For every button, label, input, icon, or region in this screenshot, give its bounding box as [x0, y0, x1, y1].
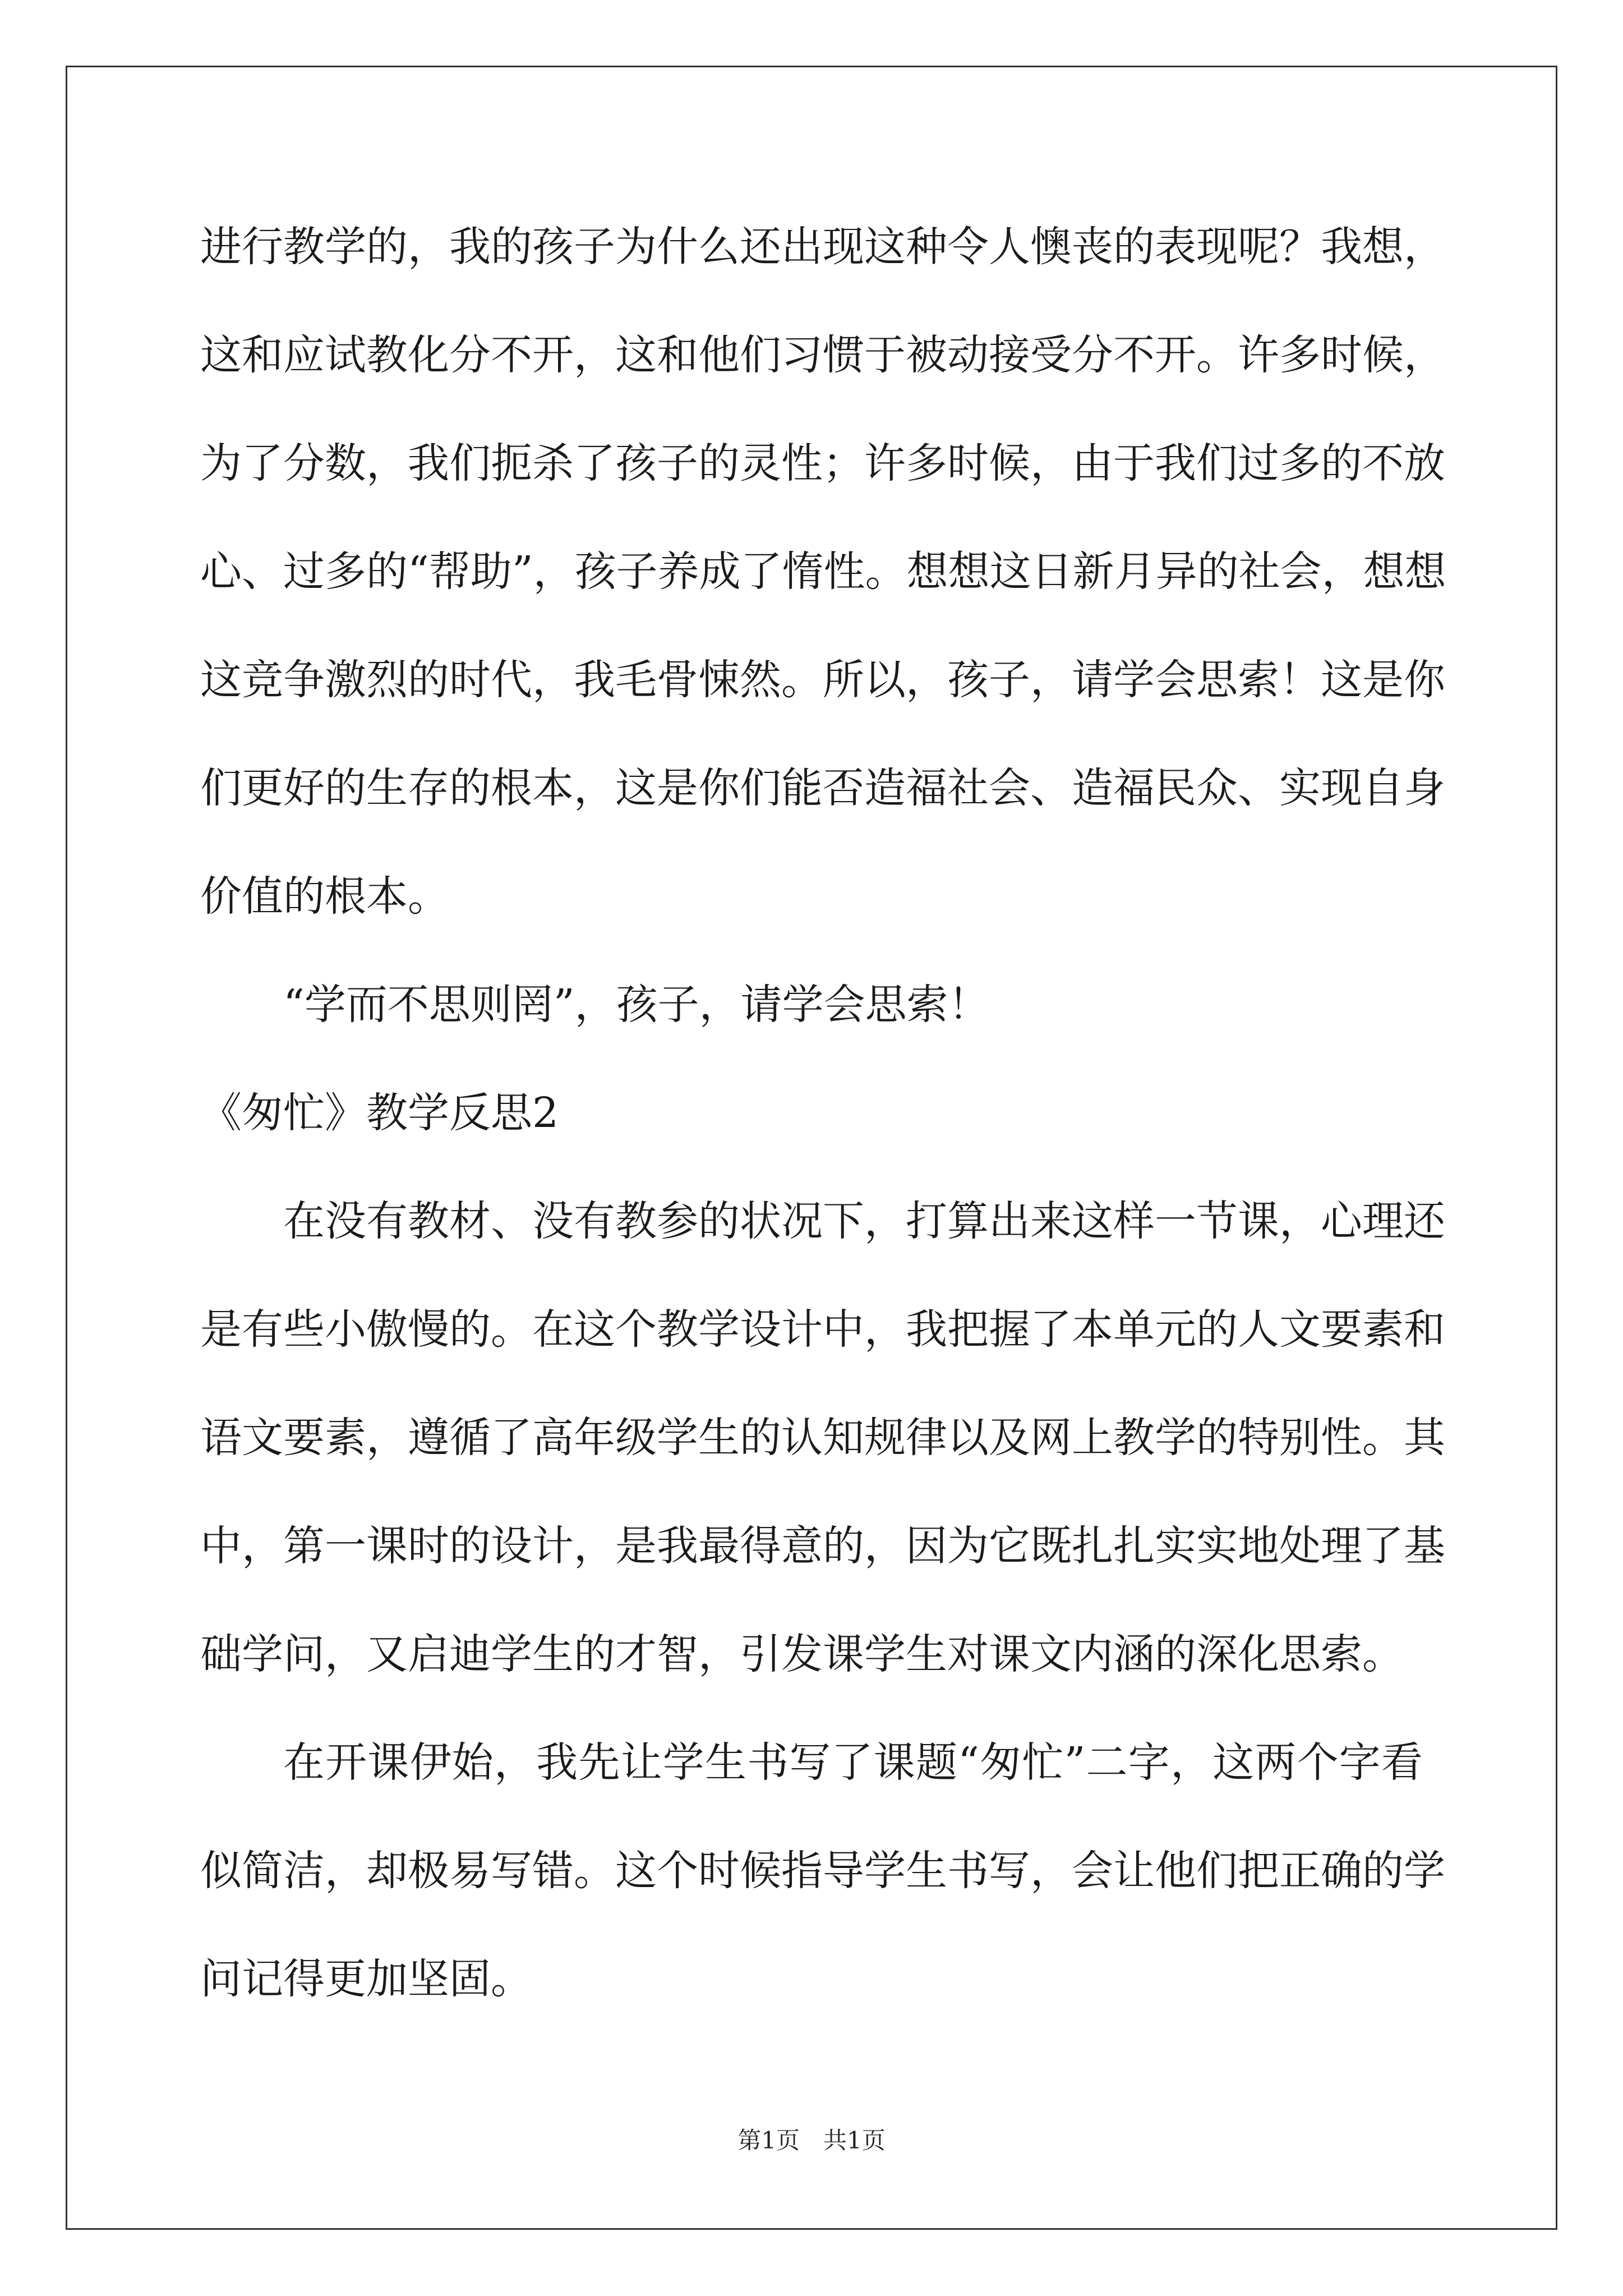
text-line: 语文要素，遵循了高年级学生的认知规律以及网上教学的特别性。其 [200, 1414, 1445, 1462]
text-line: 在开课伊始，我先让学生书写了课题“匆忙”二字，这两个字看 [283, 1738, 1423, 1787]
text-line: 在没有教材、没有教参的状况下，打算出来这样一节课，心理还 [283, 1197, 1445, 1245]
quote-line: “学而不思则罔”，孩子，请学会思索！ [283, 981, 990, 1029]
text-line: 中，第一课时的设计，是我最得意的，因为它既扎扎实实地处理了基 [200, 1522, 1445, 1570]
text-line: 心、过多的“帮助”，孩子养成了惰性。想想这日新月异的社会，想想 [200, 547, 1446, 596]
text-line: 们更好的生存的根本，这是你们能否造福社会、造福民众、实现自身 [200, 764, 1445, 812]
text-line: 是有些小傲慢的。在这个教学设计中，我把握了本单元的人文要素和 [200, 1305, 1445, 1354]
text-line: 这竞争激烈的时代，我毛骨悚然。所以，孩子，请学会思索！这是你 [200, 656, 1445, 704]
text-line: 进行教学的，我的孩子为什么还出现这种令人懊丧的表现呢？我想， [200, 223, 1445, 271]
document-body [200, 213, 1446, 2054]
text-line: 价值的根本。 [200, 872, 449, 921]
text-line: 问记得更加坚固。 [200, 1955, 532, 2003]
section-title: 《匆忙》教学反思2 [200, 1089, 559, 1137]
text-line: 这和应试教化分不开，这和他们习惯于被动接受分不开。许多时候， [200, 331, 1445, 379]
text-line: 础学问，又启迪学生的才智，引发课学生对课文内涵的深化思索。 [200, 1630, 1404, 1678]
text-line: 为了分数，我们扼杀了孩子的灵性；许多时候，由于我们过多的不放 [200, 439, 1445, 487]
page-footer: 第1页 共1页 [737, 2127, 886, 2154]
text-line: 似简洁，却极易写错。这个时候指导学生书写，会让他们把正确的学 [200, 1847, 1445, 1895]
